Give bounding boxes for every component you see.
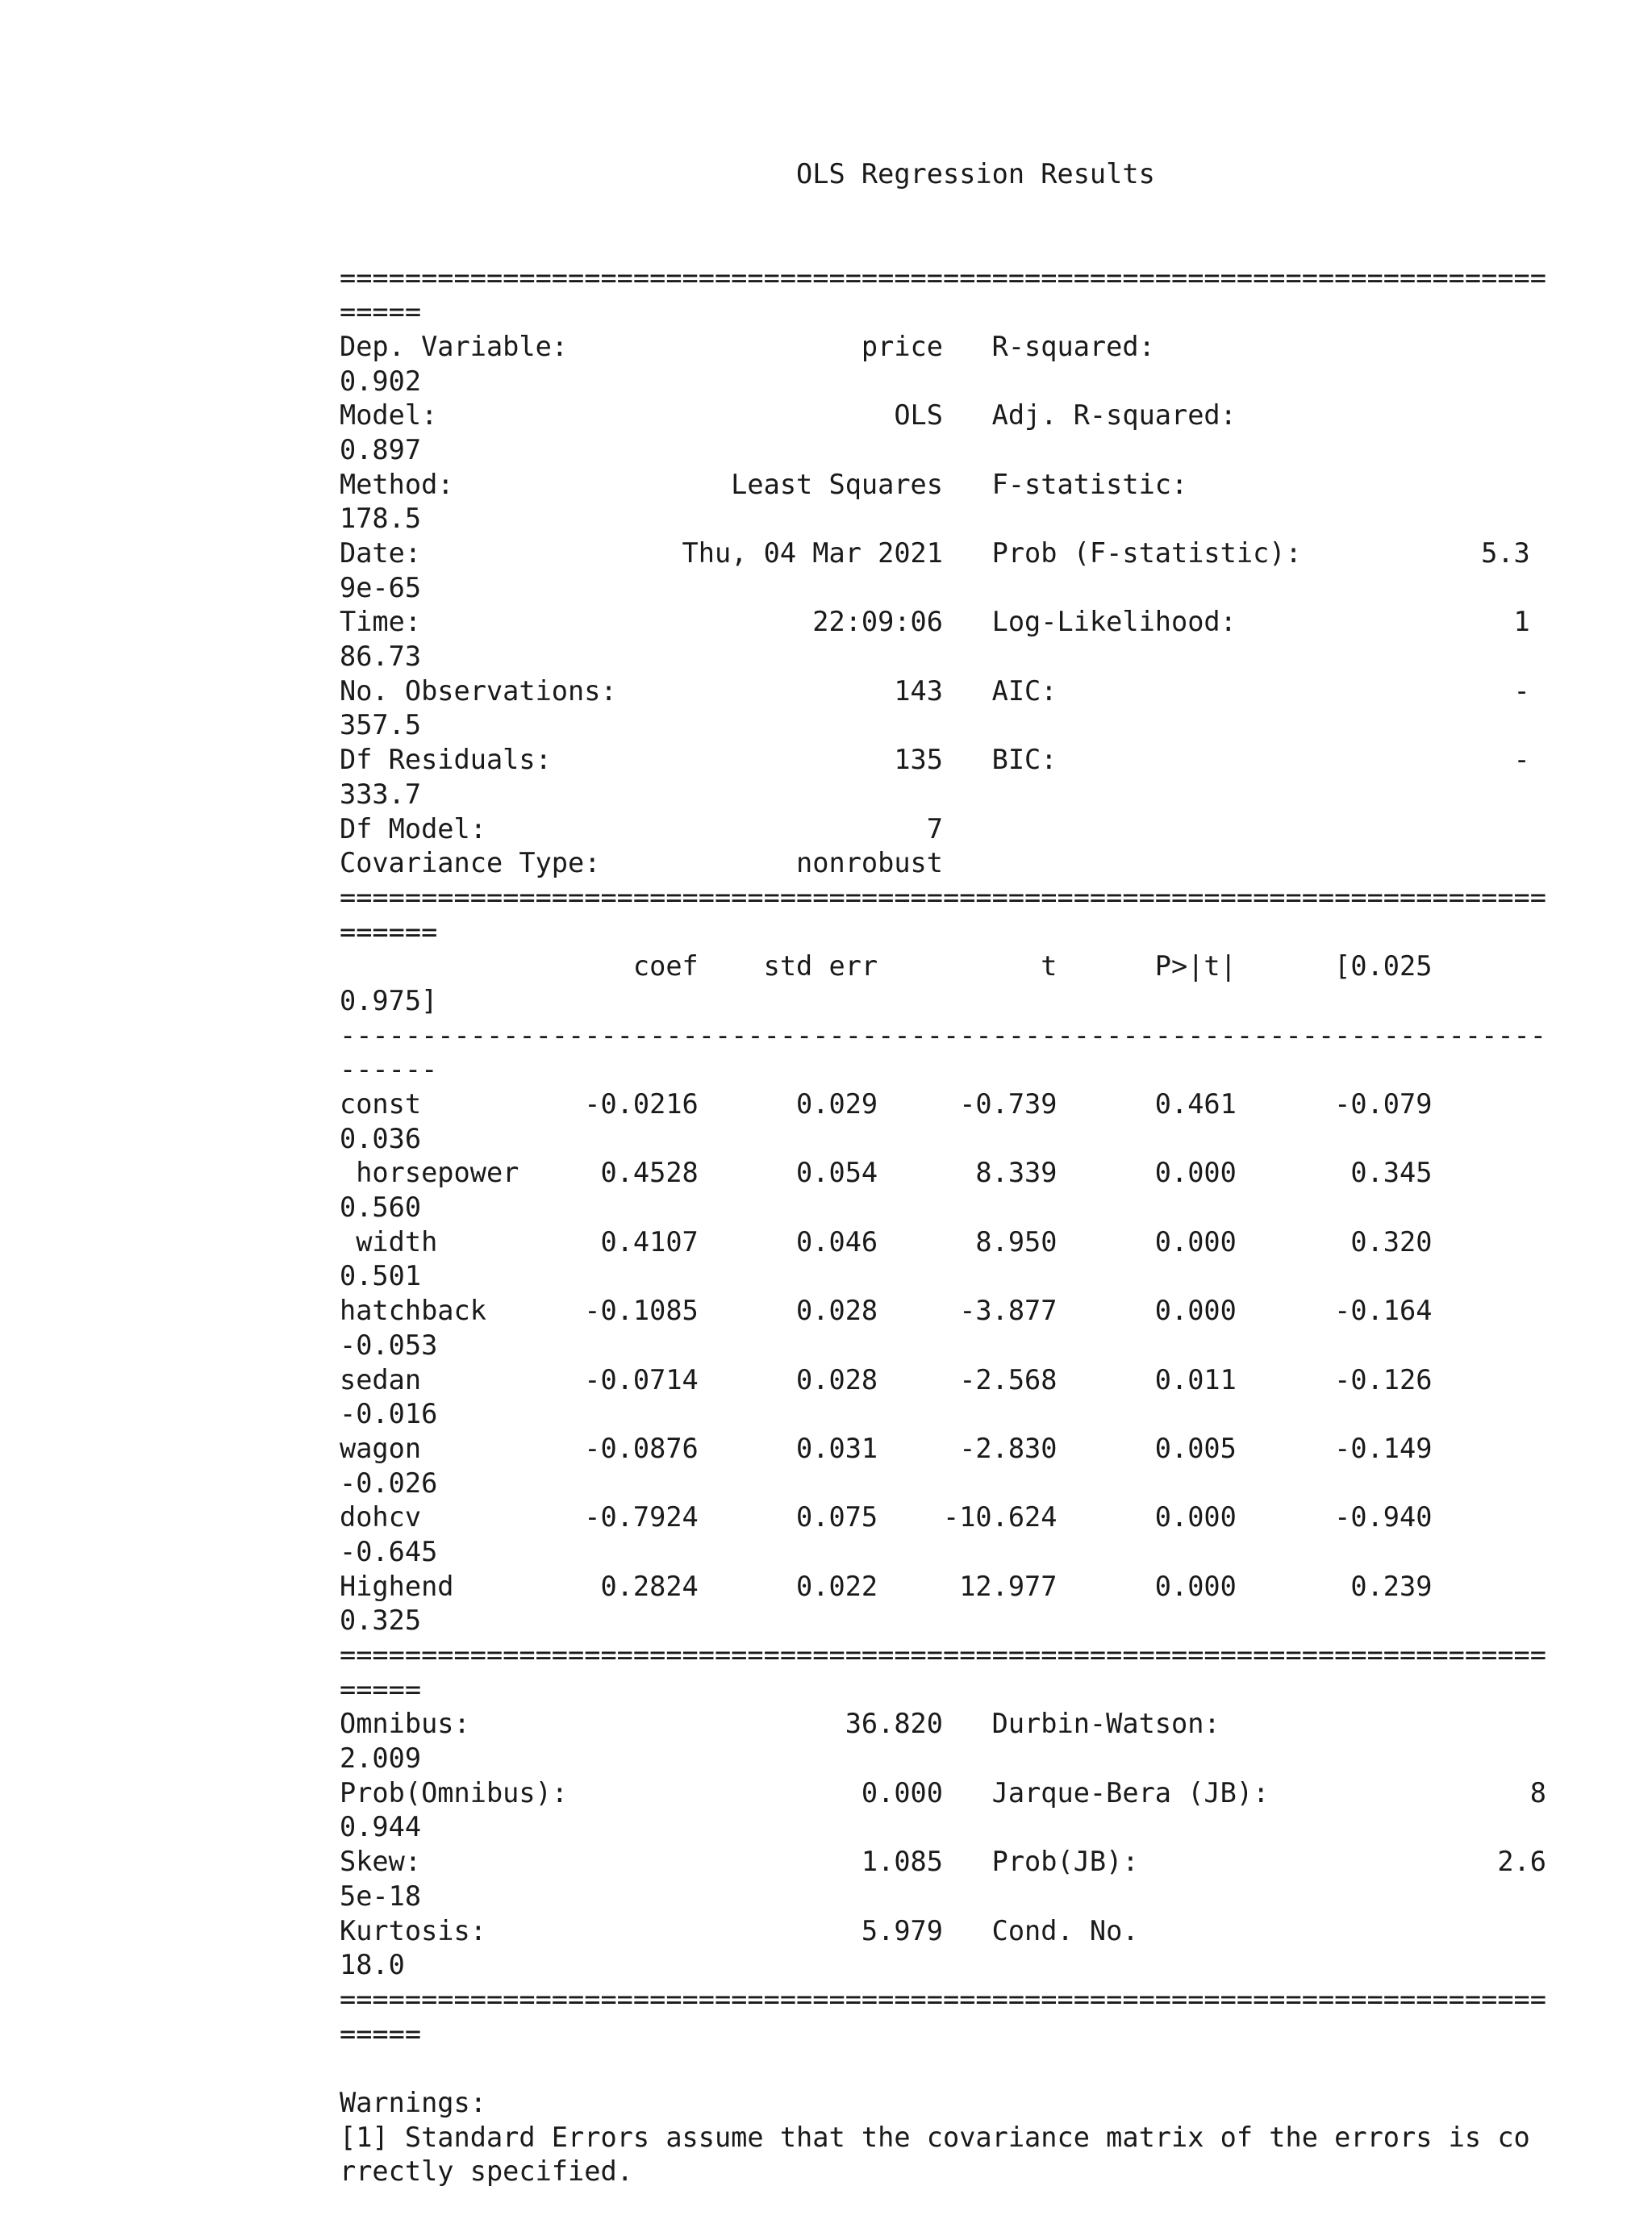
page-title: OLS Regression Results <box>340 158 1155 190</box>
text-line: Time: 22:09:06 Log-Likelihood: 1 <box>340 606 1530 638</box>
separator-double-line: ========================================================================== <box>340 1983 1546 2015</box>
separator-double-line: ===== <box>340 296 422 328</box>
text-line: 9e-65 <box>340 571 422 603</box>
text-line: 0.036 <box>340 1122 422 1154</box>
text-line: 18.0 <box>340 1949 405 1981</box>
separator-double-line: ========================================================================== <box>340 261 1546 294</box>
regression-text-lines <box>340 261 1546 2190</box>
text-line: 333.7 <box>340 778 422 810</box>
text-line: 0.897 <box>340 433 422 465</box>
text-line: 357.5 <box>340 709 422 741</box>
text-line: Model: OLS Adj. R-squared: <box>340 399 1237 432</box>
text-line: Kurtosis: 5.979 Cond. No. <box>340 1914 1139 1947</box>
text-line: -0.053 <box>340 1329 438 1361</box>
coefficient-row: const -0.0216 0.029 -0.739 0.461 -0.079 <box>340 1088 1433 1120</box>
coefficient-row: width 0.4107 0.046 8.950 0.000 0.320 <box>340 1225 1433 1258</box>
text-line: 178.5 <box>340 503 422 535</box>
coefficient-table-header: coef std err t P>|t| [0.025 <box>340 950 1433 983</box>
text-line: 0.902 <box>340 365 422 397</box>
coefficient-row: sedan -0.0714 0.028 -2.568 0.011 -0.126 <box>340 1363 1433 1396</box>
text-line: 0.325 <box>340 1604 422 1637</box>
warnings-heading: Warnings: <box>340 2086 486 2118</box>
text-line: Prob(Omnibus): 0.000 Jarque-Bera (JB): 8 <box>340 1776 1546 1809</box>
coefficient-row: dohcv -0.7924 0.075 -10.624 0.000 -0.940 <box>340 1501 1433 1533</box>
text-line: 0.560 <box>340 1191 422 1224</box>
text-line: Method: Least Squares F-statistic: <box>340 468 1188 500</box>
text-line: Skew: 1.085 Prob(JB): 2.6 <box>340 1846 1546 1878</box>
text-line: Omnibus: 36.820 Durbin-Watson: <box>340 1708 1220 1740</box>
text-line: Date: Thu, 04 Mar 2021 Prob (F-statistic): 5.3 <box>340 537 1530 569</box>
text-line: -0.016 <box>340 1398 438 1430</box>
text-line: -0.645 <box>340 1535 438 1567</box>
separator-double-line: ===== <box>340 1673 422 1705</box>
text-line: 0.975] <box>340 984 438 1016</box>
text-line: -0.026 <box>340 1467 438 1499</box>
warning-text: rrectly specified. <box>340 2155 633 2188</box>
text-line: 2.009 <box>340 1742 422 1775</box>
coefficient-row: hatchback -0.1085 0.028 -3.877 0.000 -0.164 <box>340 1295 1433 1327</box>
text-line: Covariance Type: nonrobust <box>340 847 943 879</box>
text-line: Df Model: 7 <box>340 812 943 845</box>
text-line: Dep. Variable: price R-squared: <box>340 330 1155 362</box>
text-line: 0.501 <box>340 1260 422 1292</box>
text-line: No. Observations: 143 AIC: - <box>340 674 1530 707</box>
coefficient-row: horsepower 0.4528 0.054 8.339 0.000 0.345 <box>340 1157 1433 1189</box>
coefficient-row: wagon -0.0876 0.031 -2.830 0.005 -0.149 <box>340 1432 1433 1464</box>
separator-single-line: ------ <box>340 1054 438 1086</box>
text-line: 5e-18 <box>340 1880 422 1912</box>
text-line: 86.73 <box>340 640 422 673</box>
coefficient-row: Highend 0.2824 0.022 12.977 0.000 0.239 <box>340 1570 1433 1602</box>
text-line: 0.944 <box>340 1811 422 1843</box>
warning-text: [1] Standard Errors assume that the covariance matrix of the errors is co <box>340 2121 1530 2153</box>
separator-double-line: ========================================================================== <box>340 881 1546 913</box>
blank-line <box>340 2051 1546 2086</box>
ols-regression-output <box>340 89 1546 2224</box>
separator-double-line: ========================================================================== <box>340 1639 1546 1671</box>
separator-single-line: -------------------------------------------------------------------------- <box>340 1019 1546 1051</box>
separator-double-line: ====== <box>340 916 438 948</box>
text-line: Df Residuals: 135 BIC: - <box>340 744 1530 776</box>
separator-double-line: ===== <box>340 2017 422 2050</box>
